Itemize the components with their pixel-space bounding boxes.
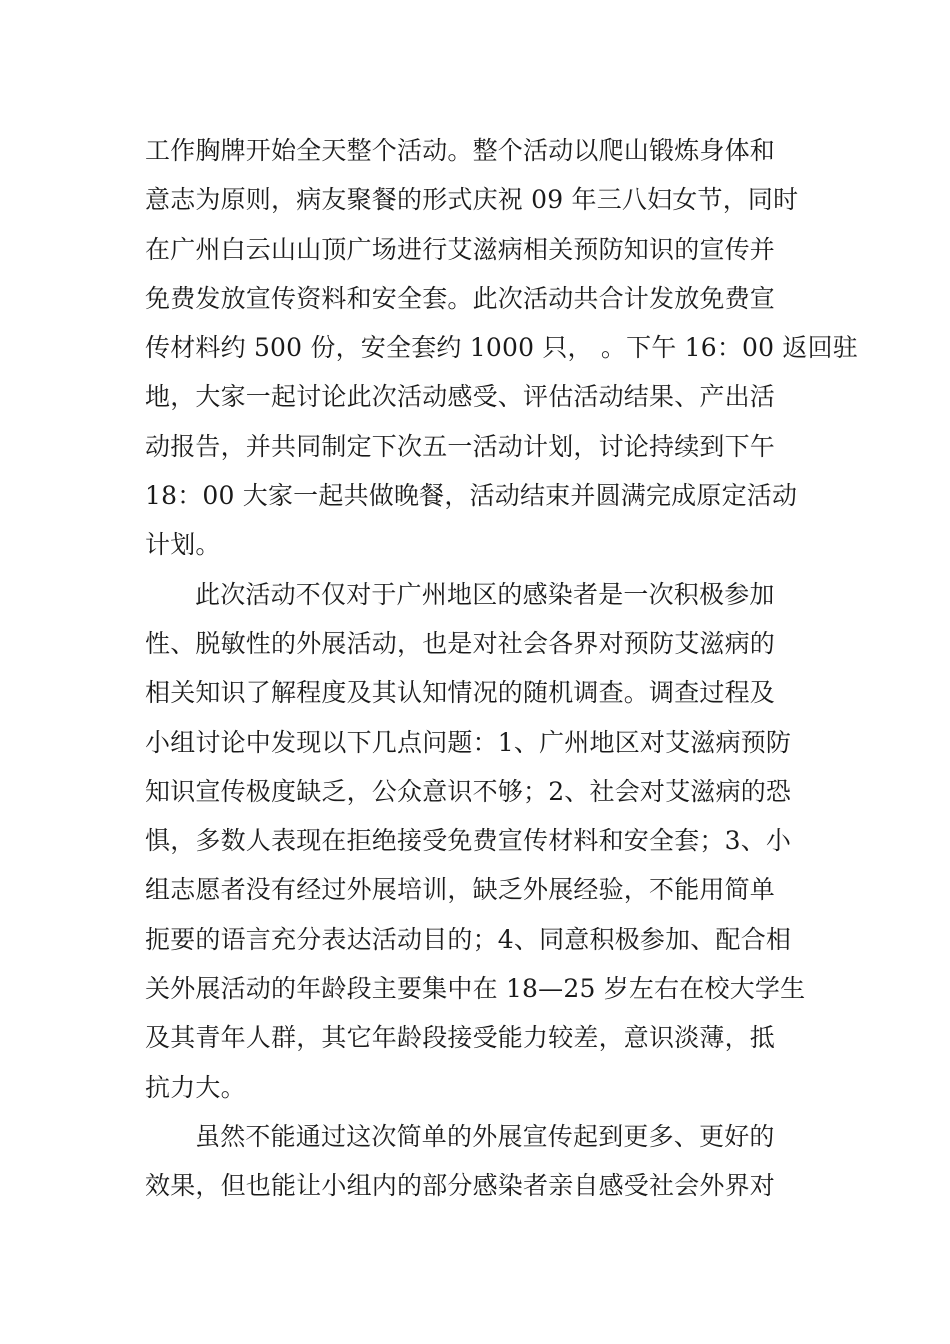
text-line: 及其青年人群，其它年龄段接受能力较差，意识淡薄，抵 bbox=[145, 1023, 776, 1053]
text-line: 关外展活动的年龄段主要集中在 18—25 岁左右在校大学生 bbox=[145, 974, 806, 1004]
paragraph-first-line: 此次活动不仅对于广州地区的感染者是一次积极参加 bbox=[195, 579, 775, 609]
paragraph-first-line: 虽然不能通过这次简单的外展宣传起到更多、更好的 bbox=[195, 1121, 775, 1151]
text-line: 性、脱敏性的外展活动，也是对社会各界对预防艾滋病的 bbox=[145, 628, 776, 658]
text-line: 惧，多数人表现在拒绝接受免费宣传材料和安全套；3、小 bbox=[145, 826, 792, 856]
body-text bbox=[145, 126, 858, 1211]
text-line: 知识宣传极度缺乏，公众意识不够；2、社会对艾滋病的恐 bbox=[145, 776, 792, 806]
text-line: 扼要的语言充分表达活动目的；4、同意积极参加、配合相 bbox=[145, 924, 792, 954]
text-line: 动报告，并共同制定下次五一活动计划，讨论持续到下午 bbox=[145, 431, 776, 461]
text-line: 计划。 bbox=[145, 530, 221, 560]
text-line: 在广州白云山山顶广场进行艾滋病相关预防知识的宣传并 bbox=[145, 234, 776, 264]
text-line: 效果，但也能让小组内的部分感染者亲自感受社会外界对 bbox=[145, 1171, 776, 1201]
text-line: 相关知识了解程度及其认知情况的随机调查。调查过程及 bbox=[145, 678, 776, 708]
text-line: 地，大家一起讨论此次活动感受、评估活动结果、产出活 bbox=[145, 382, 776, 412]
text-line: 免费发放宣传资料和安全套。此次活动共合计发放免费宣 bbox=[145, 283, 776, 313]
text-line: 意志为原则，病友聚餐的形式庆祝 09 年三八妇女节，同时 bbox=[145, 185, 799, 215]
text-line: 18：00 大家一起共做晚餐，活动结束并圆满完成原定活动 bbox=[145, 481, 798, 511]
text-line: 组志愿者没有经过外展培训，缺乏外展经验，不能用简单 bbox=[145, 875, 776, 905]
text-line: 小组讨论中发现以下几点问题：1、广州地区对艾滋病预防 bbox=[145, 727, 792, 757]
text-line: 抗力大。 bbox=[145, 1072, 246, 1102]
text-line: 工作胸牌开始全天整个活动。整个活动以爬山锻炼身体和 bbox=[145, 136, 776, 165]
text-line: 传材料约 500 份，安全套约 1000 只， 。下午 16：00 返回驻 bbox=[145, 333, 858, 363]
